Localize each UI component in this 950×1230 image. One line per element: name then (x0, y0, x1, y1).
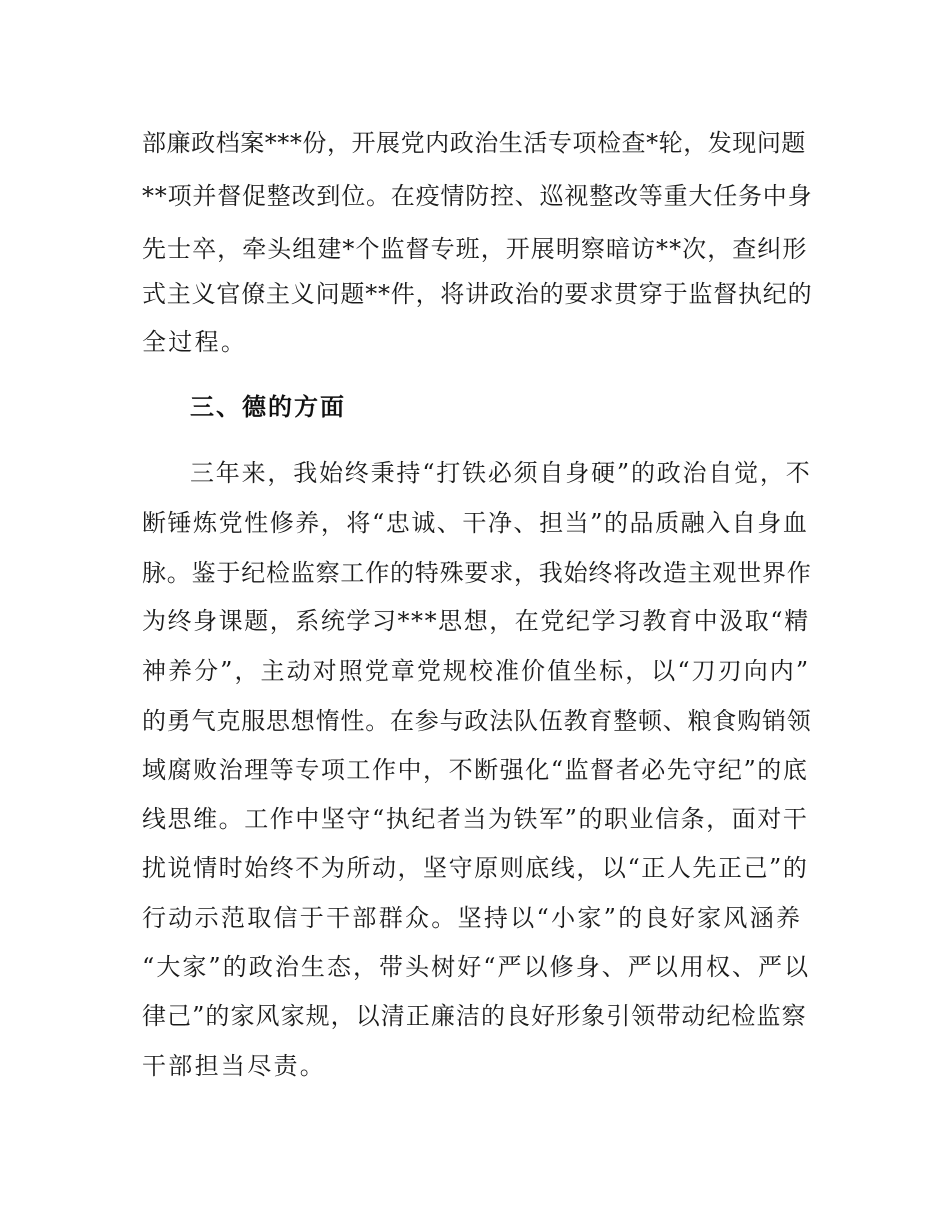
paragraph-line: 神养分”，主动对照党章党规校准价值坐标，以“刀刃向内” (142, 657, 811, 685)
section-heading: 三、德的方面 (190, 393, 346, 421)
paragraph-line: 干部担当尽责。 (142, 1052, 327, 1080)
paragraph-line: “大家”的政治生态，带头树好“严以修身、严以用权、严以 (142, 953, 811, 981)
paragraph-line: 扰说情时始终不为所动，坚守原则底线，以“正人先正己”的 (142, 854, 809, 882)
paragraph-line: 全过程。 (142, 328, 248, 356)
paragraph-line: 式主义官僚主义问题**件，将讲政治的要求贯穿于监督执纪的 (142, 280, 813, 308)
paragraph-line: **项并督促整改到位。在疫情防控、巡视整改等重大任务中身 (142, 182, 813, 210)
paragraph-line: 断锤炼党性修养，将“忠诚、干净、担当”的品质融入自身血 (142, 509, 809, 537)
paragraph-line: 律己”的家风家规，以清正廉洁的良好形象引领带动纪检监察 (142, 1002, 807, 1030)
paragraph-line: 脉。鉴于纪检监察工作的特殊要求，我始终将改造主观世界作 (142, 559, 812, 587)
paragraph-line: 线思维。工作中坚守“执纪者当为铁军”的职业信条，面对干 (142, 805, 809, 833)
paragraph-line: 行动示范取信于干部群众。坚持以“小家”的良好家风涵养 (142, 904, 803, 932)
paragraph-line: 的勇气克服思想惰性。在参与政法队伍教育整顿、粮食购销领 (142, 707, 812, 735)
paragraph-line: 为终身课题，系统学习***思想，在党纪学习教育中汲取“精 (142, 607, 810, 635)
paragraph-line: 先士卒，牵头组建*个监督专班，开展明察暗访**次，查纠形 (142, 235, 808, 263)
paragraph-line: 三年来，我始终秉持“打铁必须自身硬”的政治自觉，不 (190, 459, 812, 487)
paragraph-line: 部廉政档案***份，开展党内政治生活专项检查*轮，发现问题 (142, 129, 806, 157)
paragraph-line: 域腐败治理等专项工作中，不断强化“监督者必先守纪”的底 (142, 756, 809, 784)
